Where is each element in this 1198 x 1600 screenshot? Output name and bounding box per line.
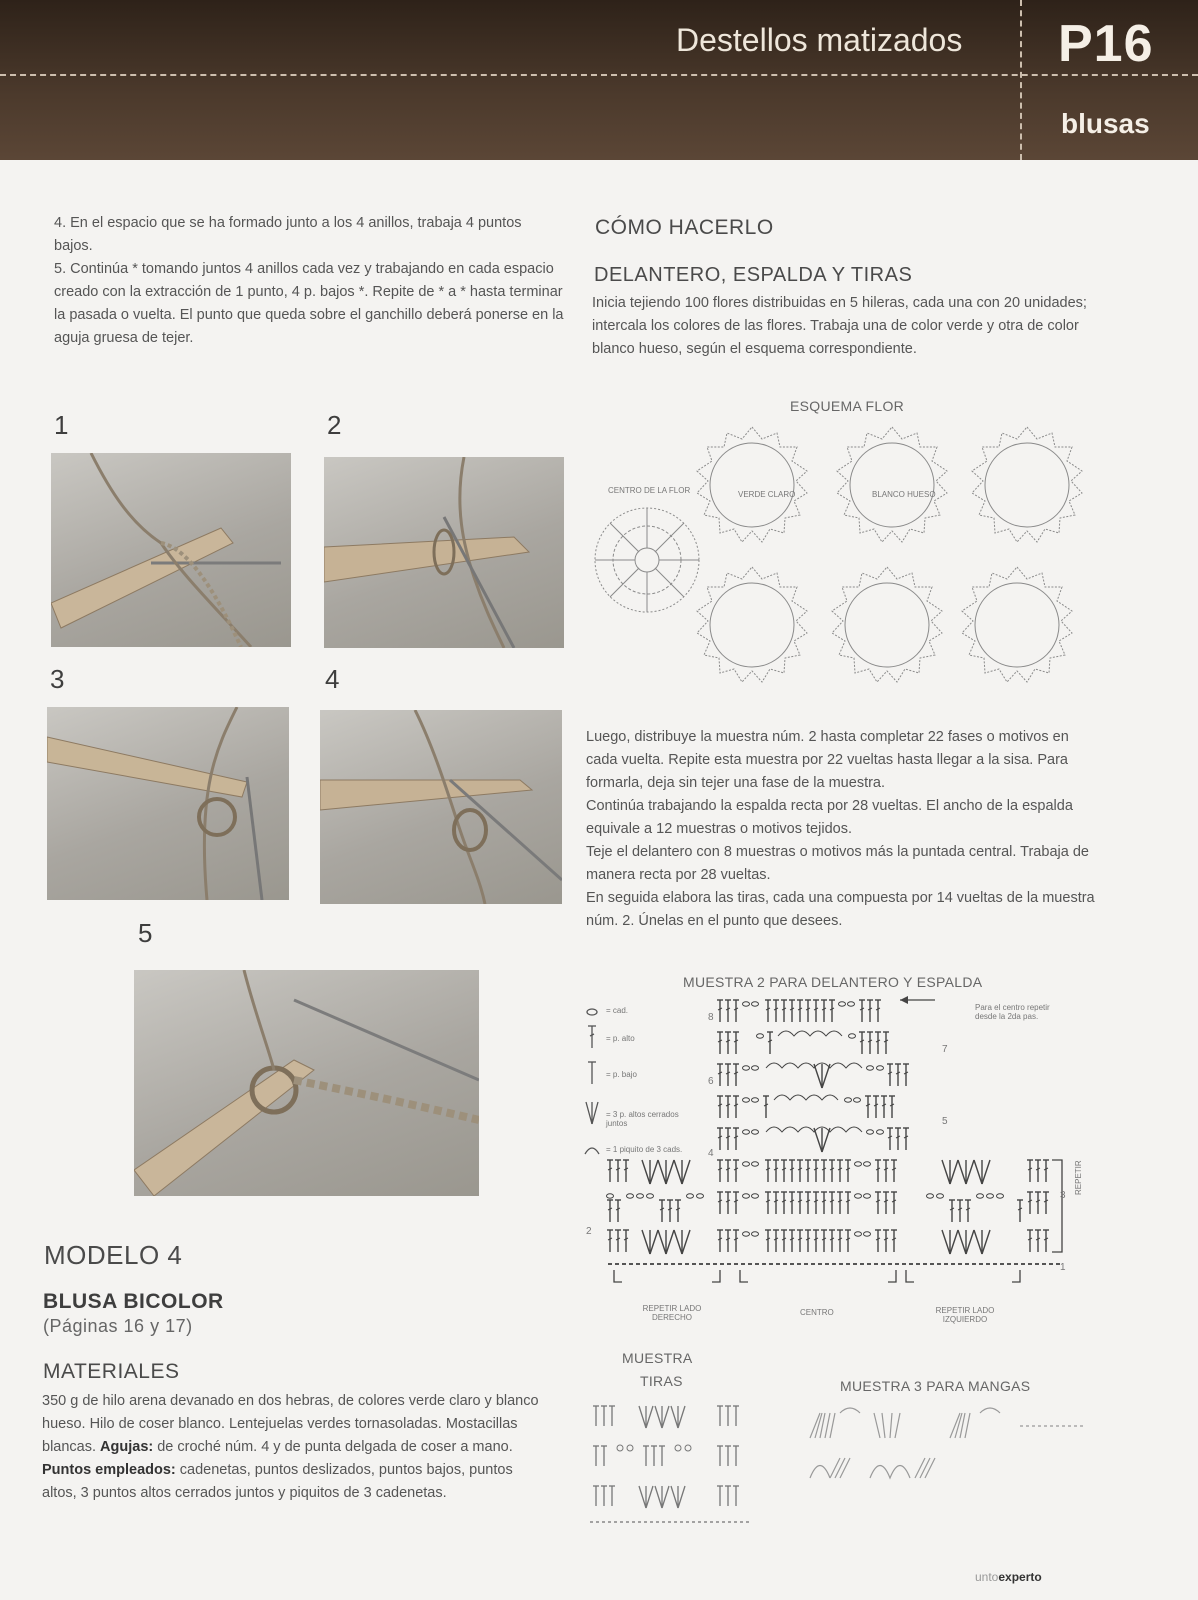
footer-brand-prefix: unto <box>975 1570 999 1584</box>
repetir-side-label: REPETIR <box>1074 1160 1083 1195</box>
footer-brand <box>975 1570 1042 1584</box>
esquema-flor-diagram <box>592 420 1112 710</box>
row-number-3: 3 <box>1060 1190 1066 1201</box>
luego-paragraph-2: Continúa trabajando la espalda recta por 28 vueltas. El ancho de la espalda equivale a 12 muestras o motivos tejidos. <box>586 798 1073 837</box>
bottom-label-izquierdo: REPETIR LADO IZQUIERDO <box>935 1306 995 1324</box>
luego-paragraph-4: En seguida elabora las tiras, cada una compuesta por 14 vueltas de la muestra núm. 2. Únelas en el punto que desees. <box>586 890 1095 929</box>
row-number-7: 7 <box>942 1044 948 1055</box>
legend-cad: = cad. <box>606 1006 629 1015</box>
esquema-label-verde: VERDE CLARO <box>738 490 796 499</box>
luego-paragraph-1: Luego, distribuye la muestra núm. 2 hasta completar 22 fases o motivos en cada vuelta. Repite esta muestra por 22 vueltas hasta llegar a la sisa. Para formarla, deja sin tejer una fase de la muestra. <box>586 729 1069 791</box>
luego-paragraph-3: Teje el delantero con 8 muestras o motivos más la puntada central. Trabaja de manera recta por 28 vueltas. <box>586 844 1089 883</box>
row-number-4: 4 <box>708 1148 714 1159</box>
muestra2-chart <box>600 996 1100 1326</box>
page-title: Destellos matizados <box>676 22 963 58</box>
esquema-flor-caption: ESQUEMA FLOR <box>790 398 905 414</box>
muestra3-chart <box>800 1398 1090 1498</box>
legend-3p-altos: = 3 p. altos cerrados juntos <box>606 1110 679 1128</box>
muestra-tiras-chart <box>590 1398 760 1530</box>
como-hacerlo-title: CÓMO HACERLO <box>595 216 774 239</box>
materiales-text-3: cadenetas, puntos deslizados, puntos bajos, puntos altos, 3 puntos altos cerrados juntos y piquitos de 3 cadenetas. <box>42 1462 513 1501</box>
photo-label-5: 5 <box>138 918 153 948</box>
legend-p-alto: = p. alto <box>606 1034 635 1043</box>
row-number-1: 1 <box>1060 1262 1066 1273</box>
legend-piquito: = 1 piquito de 3 cads. <box>606 1145 683 1154</box>
modelo-title: MODELO 4 <box>44 1240 183 1270</box>
muestra2-caption: MUESTRA 2 PARA DELANTERO Y ESPALDA <box>683 974 983 990</box>
row-number-8: 8 <box>708 1012 714 1023</box>
page-number: P16 <box>1058 15 1154 73</box>
step-photo-1 <box>51 453 291 647</box>
row-number-2: 2 <box>586 1226 592 1237</box>
delantero-title: DELANTERO, ESPALDA Y TIRAS <box>594 264 913 286</box>
step-photo-3 <box>47 707 289 900</box>
materiales-text <box>42 1390 542 1505</box>
materiales-text-1: 350 g de hilo arena devanado en dos hebras, de colores verde claro y blanco hueso. Hilo de coser blanco. Lentejuelas verdes tornasoladas. Mostacillas blancas. <box>42 1393 539 1455</box>
row-number-5: 5 <box>942 1116 948 1127</box>
row-number-6: 6 <box>708 1076 714 1087</box>
luego-text <box>586 726 1104 933</box>
esquema-label-centro: CENTRO DE LA FLOR <box>608 486 691 495</box>
delantero-text: Inicia tejiendo 100 flores distribuidas en 5 hileras, cada una con 20 unidades; intercala los colores de las flores. Trabaja una de color verde y otra de color blanco hueso, según el esquema correspondiente. <box>592 295 1087 357</box>
footer-brand-name: experto <box>998 1570 1042 1584</box>
muestra-tiras-caption-1: MUESTRA <box>622 1350 693 1366</box>
photo-label-2: 2 <box>327 410 342 440</box>
photo-label-1: 1 <box>54 410 69 440</box>
step-photo-2 <box>324 457 564 648</box>
legend-p-bajo: = p. bajo <box>606 1070 637 1079</box>
photo-label-3: 3 <box>50 664 65 694</box>
muestra3-caption: MUESTRA 3 PARA MANGAS <box>840 1378 1031 1394</box>
step-photo-5 <box>134 970 479 1196</box>
bottom-label-centro: CENTRO <box>800 1308 834 1317</box>
step-photo-4 <box>320 710 562 904</box>
step-4: 4. En el espacio que se ha formado junto a los 4 anillos, trabaja 4 puntos bajos. <box>54 215 522 254</box>
materiales-text-2: de croché núm. 4 y de punta delgada de coser a mano. <box>153 1439 513 1455</box>
agujas-label: Agujas: <box>100 1439 154 1455</box>
chart-note: Para el centro repetir desde la 2da pas. <box>975 1003 1050 1021</box>
header-dashed-rule <box>0 74 1198 76</box>
step-5: 5. Continúa * tomando juntos 4 anillos cada vez y trabajando en cada espacio creado con la extracción de 1 punto, 4 p. bajos *. Repite de * a * hasta terminar la pasada o vuelta. El punto que queda sobre el ganchillo deberá ponerse en la aguja gruesa de tejer. <box>54 261 564 346</box>
blusa-pages: (Páginas 16 y 17) <box>43 1316 193 1336</box>
bottom-label-derecho: REPETIR LADO DERECHO <box>642 1304 702 1322</box>
header-dashed-divider <box>1020 0 1022 160</box>
materiales-title: MATERIALES <box>43 1360 180 1383</box>
photo-label-4: 4 <box>325 664 340 694</box>
muestra-tiras-caption-2: TIRAS <box>640 1373 683 1389</box>
esquema-label-blanco: BLANCO HUESO <box>872 490 936 499</box>
blusa-title: BLUSA BICOLOR <box>43 1290 224 1313</box>
section-label: blusas <box>1061 108 1150 139</box>
steps-text <box>54 212 564 350</box>
puntos-label: Puntos empleados: <box>42 1462 176 1478</box>
page-header <box>0 0 1198 160</box>
